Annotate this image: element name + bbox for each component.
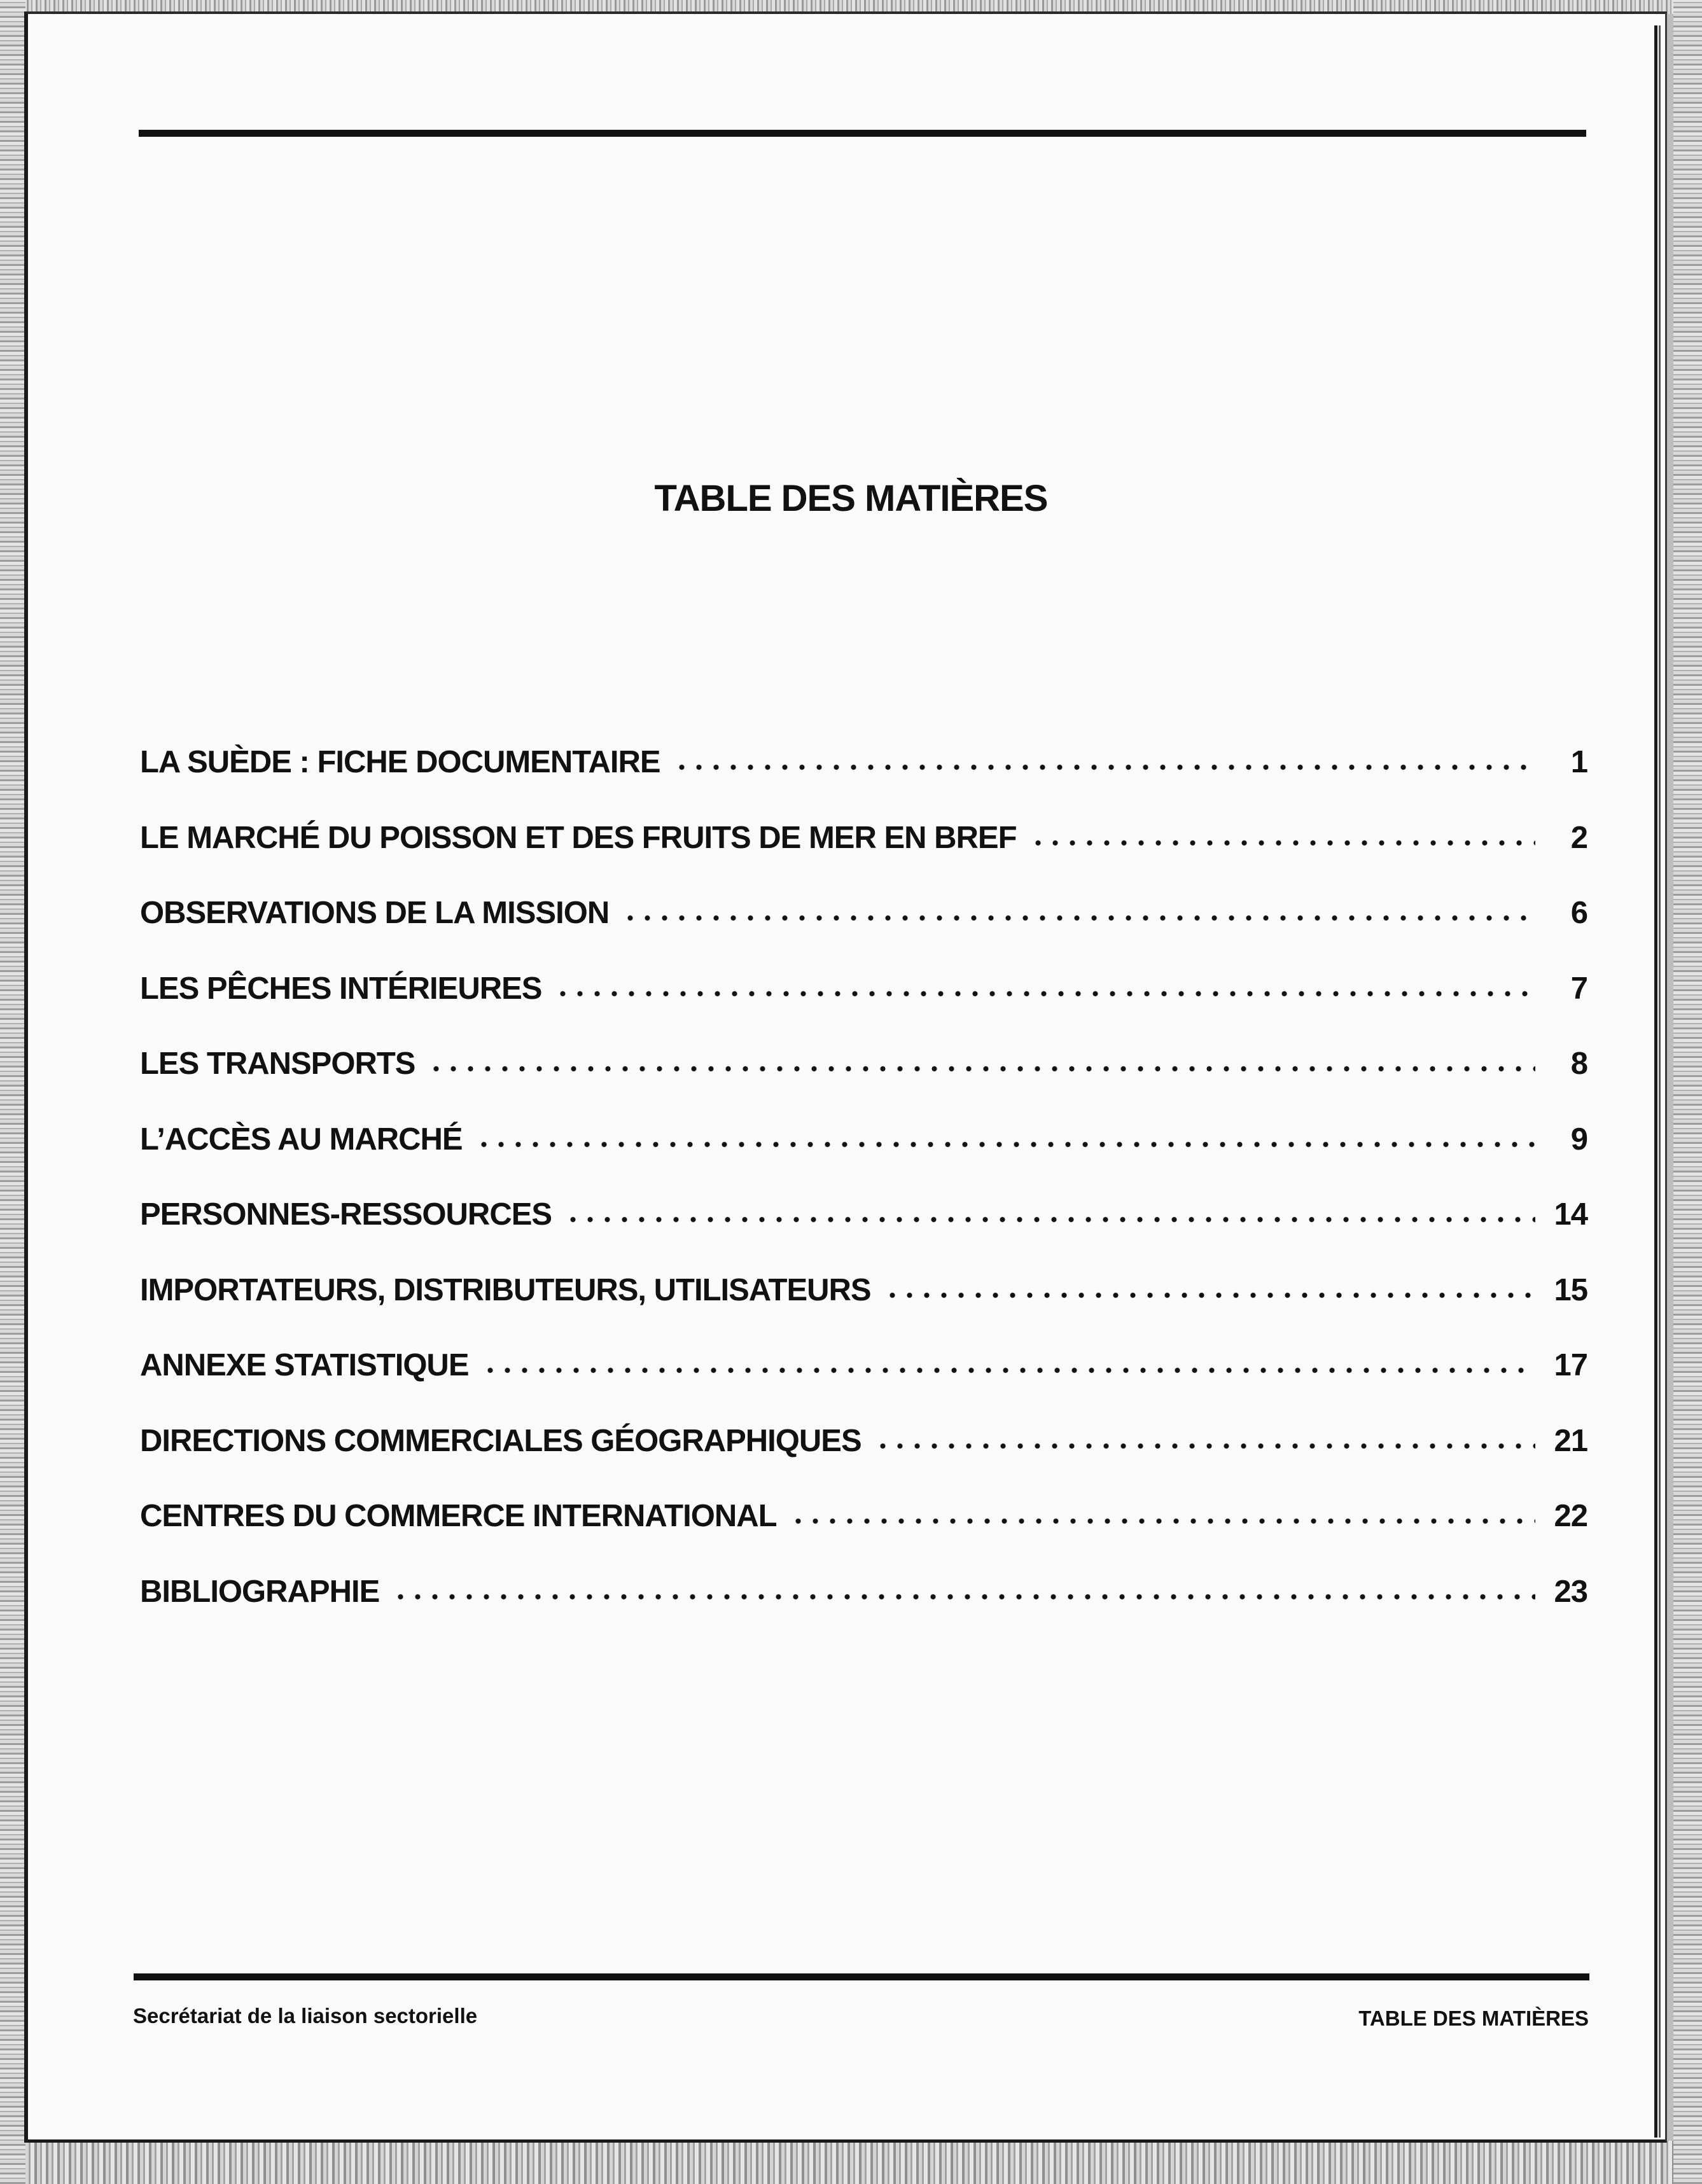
toc-dot-leader: [1029, 839, 1535, 847]
toc-entry-page: 9: [1570, 1122, 1587, 1157]
toc-entry[interactable]: [140, 820, 1587, 896]
toc-entry-page: 8: [1570, 1047, 1587, 1081]
toc-entry-label: LES TRANSPORTS: [140, 1047, 415, 1081]
toc-entry-label: PERSONNES-RESSOURCES: [140, 1197, 552, 1232]
toc-entry-label: ANNEXE STATISTIQUE: [140, 1348, 469, 1382]
scan-border-bottom: [0, 2141, 1702, 2184]
toc-entry-page: 23: [1554, 1574, 1587, 1609]
footer-section-title: TABLE DES MATIÈRES: [1358, 2007, 1589, 2030]
toc-dot-leader: [428, 1065, 1535, 1073]
toc-entry-label: LES PÊCHES INTÉRIEURES: [140, 971, 542, 1006]
toc-entry-label: LE MARCHÉ DU POISSON ET DES FRUITS DE MER EN BREF: [140, 820, 1017, 855]
toc-entry-label: CENTRES DU COMMERCE INTERNATIONAL: [140, 1499, 777, 1533]
scan-border-right: [1673, 0, 1702, 2184]
table-of-contents: [140, 744, 1587, 1649]
toc-entry[interactable]: [140, 1046, 1587, 1122]
toc-dot-leader: [554, 990, 1535, 998]
toc-entry-page: 22: [1554, 1499, 1587, 1533]
toc-entry-page: 1: [1570, 745, 1587, 779]
toc-entry-page: 2: [1570, 820, 1587, 855]
toc-entry[interactable]: [140, 971, 1587, 1047]
toc-entry[interactable]: [140, 1498, 1587, 1574]
toc-entry[interactable]: [140, 895, 1587, 971]
toc-entry[interactable]: [140, 1122, 1587, 1197]
toc-entry-page: 7: [1570, 971, 1587, 1006]
toc-dot-leader: [482, 1367, 1535, 1374]
toc-entry-label: DIRECTIONS COMMERCIALES GÉOGRAPHIQUES: [140, 1423, 861, 1458]
toc-entry[interactable]: [140, 1197, 1587, 1272]
toc-entry-page: 21: [1554, 1423, 1587, 1458]
toc-entry[interactable]: [140, 1347, 1587, 1423]
toc-entry[interactable]: [140, 744, 1587, 820]
toc-entry-label: BIBLIOGRAPHIE: [140, 1574, 380, 1609]
footer-organization: Secrétariat de la liaison sectorielle: [133, 2004, 478, 2028]
toc-entry-page: 6: [1570, 896, 1587, 930]
toc-entry[interactable]: [140, 1423, 1587, 1499]
toc-dot-leader: [884, 1291, 1535, 1299]
toc-entry-label: LA SUÈDE : FICHE DOCUMENTAIRE: [140, 745, 660, 779]
page-title: TABLE DES MATIÈRES: [654, 478, 1048, 519]
header-rule: [139, 130, 1586, 137]
toc-entry[interactable]: [140, 1574, 1587, 1650]
toc-dot-leader: [392, 1593, 1535, 1601]
toc-entry-page: 14: [1554, 1197, 1587, 1232]
toc-dot-leader: [622, 914, 1535, 922]
toc-dot-leader: [564, 1216, 1535, 1223]
scan-border-left: [0, 0, 25, 2184]
toc-entry-label: L’ACCÈS AU MARCHÉ: [140, 1122, 463, 1157]
page-right-edge: [1654, 25, 1661, 2138]
footer-rule: [134, 1973, 1589, 1980]
toc-dot-leader: [790, 1517, 1535, 1525]
toc-entry-page: 17: [1554, 1348, 1587, 1382]
toc-dot-leader: [475, 1141, 1535, 1148]
toc-entry-label: IMPORTATEURS, DISTRIBUTEURS, UTILISATEURS: [140, 1272, 871, 1307]
toc-entry-label: OBSERVATIONS DE LA MISSION: [140, 896, 610, 930]
toc-dot-leader: [874, 1442, 1535, 1450]
toc-dot-leader: [673, 763, 1535, 771]
toc-entry-page: 15: [1554, 1272, 1587, 1307]
toc-entry[interactable]: [140, 1272, 1587, 1348]
